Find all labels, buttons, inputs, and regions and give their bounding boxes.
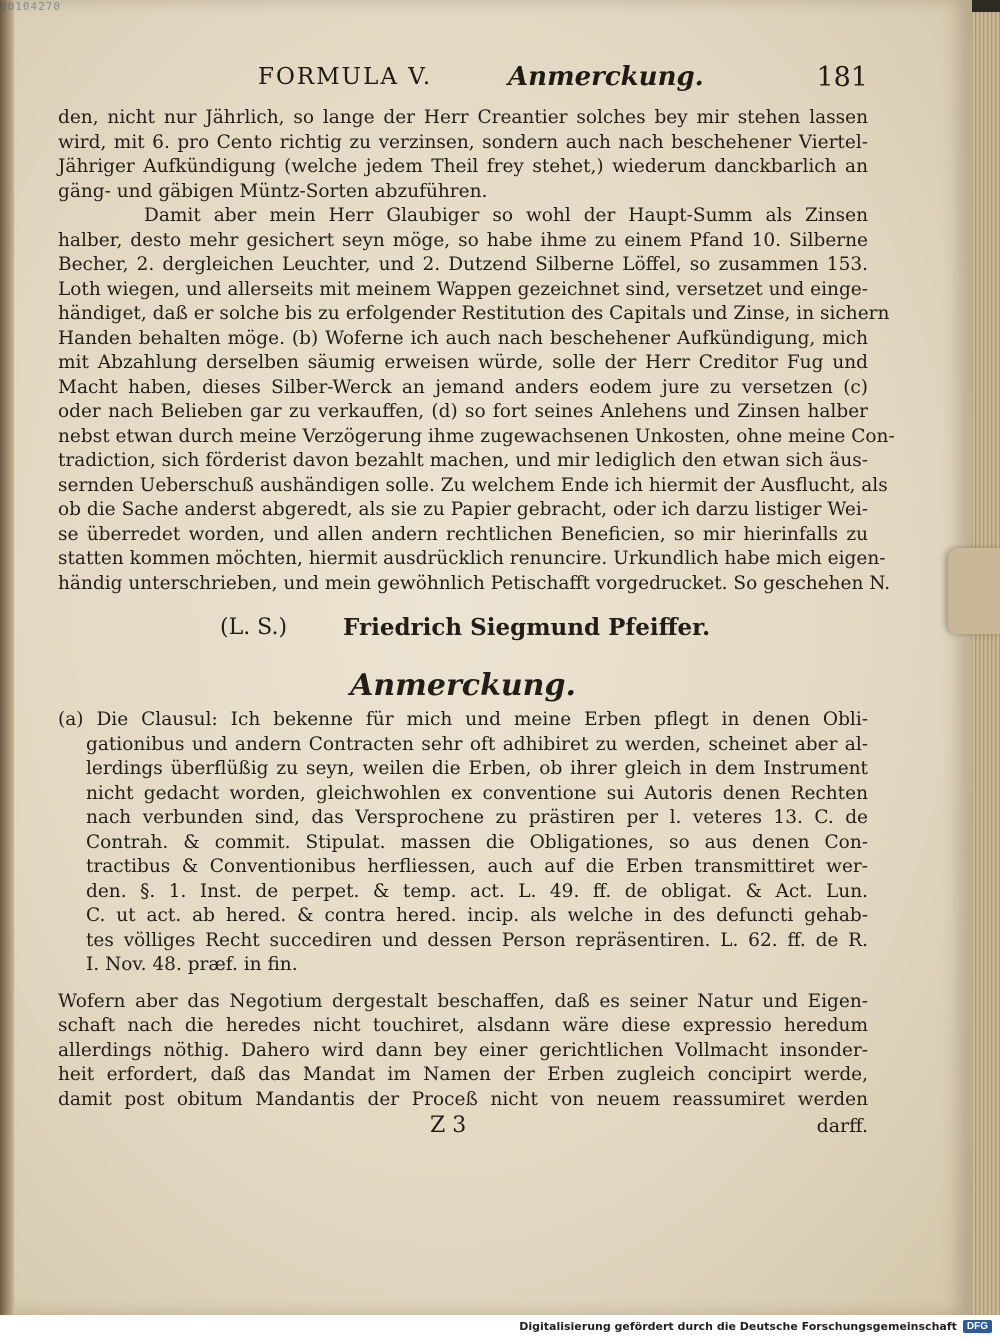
text-line: gationibus und andern Contracten sehr oft adhibiret zu werden, scheinet aber al- — [86, 733, 868, 755]
text-line: se überredet worden, und allen andern rechtlichen Beneficien, so mir hierinfalls zu — [58, 523, 868, 545]
scan-id-label: 00104270 — [0, 0, 61, 13]
text-line: tes völliges Recht succediren und dessen Person repräsentiren. L. 62. ff. de R. — [86, 929, 868, 951]
text-line: oder nach Belieben gar zu verkauffen, (d) so fort seines Anlehens und Zinsen halber — [58, 401, 868, 422]
digitization-footer — [0, 1315, 1000, 1338]
text-line: statten kommen möchten, hiermit ausdrücklich renuncire. Urkundlich habe mich eigen- — [58, 548, 886, 569]
text-line: C. ut act. ab hered. & contra hered. incip. als welche in des defuncti gehab- — [86, 905, 868, 926]
text-line: ob die Sache anderst abgeredt, als sie zu Papier gebracht, oder ich darzu listiger Wei- — [58, 499, 868, 520]
text-line: den. §. 1. Inst. de perpet. & temp. act. L. 49. ff. de obligat. & Act. Lun. — [86, 880, 868, 902]
text-line: I. Nov. 48. præf. in fin. — [86, 954, 298, 975]
seal-mark: (L. S.) — [220, 615, 288, 640]
text-line: gäng- und gäbigen Müntz-Sorten abzuführen. — [58, 180, 488, 202]
text-line: halber, desto mehr gesichert seyn möge, so habe ihme zu einem Pfand 10. Silberne — [58, 229, 868, 251]
text-line: schaft nach die heredes nicht touchiret, alsdann wäre diese expressio heredum — [58, 1015, 868, 1036]
dfg-logo-icon: DFG — [963, 1320, 992, 1333]
text-line: nebst etwan durch meine Verzögerung ihme zugewachsenen Unkosten, ohne meine Con- — [58, 425, 895, 447]
page-stack-edge — [972, 12, 1000, 1315]
section-heading: Anmerckung. — [350, 668, 576, 703]
paragraph-2 — [58, 204, 895, 596]
signature-block — [58, 610, 868, 646]
text-line: Damit aber mein Herr Glaubiger so wohl der Haupt-Summ als Zinsen — [144, 205, 868, 226]
signature-mark: Z 3 — [430, 1113, 467, 1138]
page-tab-marker — [948, 548, 1000, 634]
left-binding-edge — [0, 0, 14, 1315]
page-number: 181 — [816, 62, 868, 93]
text-line: nach verbunden sind, das Versprochene zu prästiren per l. veteres 13. C. de — [86, 807, 868, 828]
text-line: mit Abzahlung derselben säumig erweisen würde, solle der Herr Creditor Fug und — [58, 352, 868, 373]
text-line: Contrah. & commit. Stipulat. massen die Obligationes, so aus denen Con- — [86, 831, 868, 853]
header-subtitle: Anmerckung. — [508, 62, 704, 92]
page-footer-marks — [58, 1112, 868, 1140]
header-title: FORMULA V. — [258, 64, 433, 90]
text-line: Jähriger Aufkündigung (welche jedem Theil frey stehet,) wiederum danckbarlich an — [58, 156, 868, 177]
signer-name: Friedrich Siegmund Pfeiffer. — [343, 614, 711, 641]
text-line: Wofern aber das Negotium dergestalt beschaffen, daß es seiner Natur und Eigen- — [58, 990, 868, 1012]
text-line: tractibus & Conventionibus herfliessen, auch auf die Erben transmittiret wer- — [86, 856, 868, 877]
text-line: (a) Die Clausul: Ich bekenne für mich und meine Erben pflegt in denen Obli- — [58, 709, 868, 730]
text-line: sernden Ueberschuß aushändigen solle. Zu welchem Ende ich hiermit der Ausflucht, als — [58, 474, 888, 496]
spacer — [58, 978, 868, 990]
text-line: händig unterschrieben, und mein gewöhnlich Petischafft vorgedrucket. So geschehen N. — [58, 572, 891, 594]
footnote-a — [58, 708, 868, 978]
text-line: damit post obitum Mandantis der Proceß nicht von neuem reassumiret werden — [58, 1088, 868, 1110]
text-line: lerdings überflüßig zu seyn, weilen die Erben, ob ihrer gleich in dem Instrument — [86, 758, 868, 779]
running-header — [60, 62, 868, 102]
page-body — [58, 106, 895, 1140]
footer-credit: Digitalisierung gefördert durch die Deutsche Forschungsgemeinschaft — [519, 1320, 957, 1333]
text-line: tradiction, sich förderist davon bezahlt machen, und mir lediglich den etwan sich äus- — [58, 450, 868, 471]
text-line: Becher, 2. dergleichen Leuchter, und 2. Dutzend Silberne Löffel, so zusammen 153. — [58, 254, 868, 275]
text-line: heit erfordert, daß das Mandat im Namen der Erben zugleich concipirt werde, — [58, 1064, 868, 1085]
text-line: Handen behalten möge. (b) Woferne ich auch nach beschehener Aufkündigung, mich — [58, 327, 868, 349]
text-line: Loth wiegen, und allerseits mit meinem Wappen gezeichnet sind, versetzet und einge- — [58, 278, 868, 300]
text-line: wird, mit 6. pro Cento richtig zu verzinsen, sondern auch nach beschehener Viertel- — [58, 131, 868, 153]
text-line: nicht gedacht worden, gleichwohlen ex conventione sui Autoris denen Rechten — [86, 782, 868, 804]
catchword: darff. — [816, 1115, 868, 1137]
text-line: allerdings nöthig. Dahero wird dann bey einer gerichtlichen Vollmacht insonder- — [58, 1039, 868, 1061]
paragraph-3 — [58, 990, 868, 1113]
text-line: händiget, daß er solche bis zu erfolgender Restitution des Capitals und Zinse, in sichern — [58, 303, 890, 324]
paragraph-1 — [58, 106, 868, 204]
text-line: Macht haben, dieses Silber-Werck an jemand anders eodem jure zu versetzen (c) — [58, 376, 868, 398]
text-line: den, nicht nur Jährlich, so lange der Herr Creantier solches bey mir stehen lassen — [58, 107, 868, 128]
